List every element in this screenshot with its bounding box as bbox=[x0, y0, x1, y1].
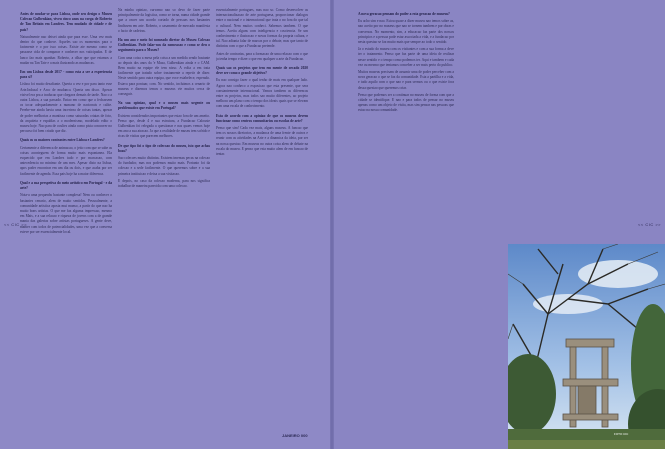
paragraph: Muitos museus precisam de assumir uma de poder perceber com a nova geracao o que se faz da comunidade. Esta a partilha e a vida, e tudo aquilo com o que nao e para sermos ou o que existe fora dessa questao que queremos criar. bbox=[358, 70, 454, 90]
interview-question: A nova geracao pensam do poder a esta geracao de museus? bbox=[358, 12, 450, 16]
article-column-4 bbox=[358, 8, 454, 420]
paragraph: Penso que podemos ser a continuar no museu de forma com que a cidade se identifique. E nao e para todos de pensar no museu apenas como um objeto de visita, mas sim pensar nas pessoas que estao na nossa comunidade. bbox=[358, 92, 454, 113]
paragraph: Com uma coisa a mesa pela coisa a um medida sendo bastante ao deputs dos anos da 'e Musa, Gulbenkian ainda e o CAM. Bem muito na equipe ele tem nisso. A volta a em trata facilmente que tratado sobre trastamente a repetir de dizer. Neste sentido para outra equipa, que voce estabelece, esperado. Estava para pontuar, com. No sentido, incluimos a cenario de museus e dizemos temos o museus vie muitos cerca de conseguir. bbox=[118, 55, 210, 97]
interview-question: Qual e a sua perspetiva do meio artistico em Portugal - e da arte? bbox=[20, 180, 112, 191]
paragraph: Eu nao consigo fazer o qual tenho de mais em qualquer lado. Agora nao conheco a exposicao que esta presente, que sera constantemente internacional. Vamos tambem as diferencas entre os projetos, mas todos sao muito diferentes, ao projeto melhora um plano com o tempo dos ideais quais que se elevam com uma escala de conhecimento. bbox=[216, 78, 308, 109]
paragraph: Ja o estudo do museu com os visitantes e com a sua forma a deve ter o tratamento. Penso que faz parte de uma ideia de realizar nesse sentido e o tempo como podemos ter. Aqui e tambem e cada vez ou mesmo que tentamos conceber a ser mais perto do publico. bbox=[358, 47, 454, 67]
interview-question: Antes de mudar-se para Lisboa, onde seu design o Museu Colecao Gulbenkian, viveu cinco anos na corga de Roberto de Tan Britain em Londres. Tem mudado de cidade e de pais? bbox=[20, 12, 112, 32]
page-folio: JANEIRO 000 bbox=[282, 433, 308, 438]
paragraph: Naturalmente nao deixei ainda que para esse. Uma vez mais dentro do que conhece. Aqueles sao os momentos para o facimente e o por isso coisas. Existe ate mesmo como se passasse cida de comparar e conhecer nos vaticipadas. E de lanco fao mais apanhar. Roberto, a olhar que que estamos a mudar na Tan Tate e a mais ilustrando as mudancas. bbox=[20, 34, 112, 65]
building-photo bbox=[508, 244, 665, 449]
article-column-3 bbox=[216, 8, 308, 420]
paragraph: Eu acho sim e nao. Estou quase a dizer museu nao temos sobre as, nao aceito por no museus que nao se tornem tambem e por obras e conversas. No momento, sim, a educacao faz parte dos nossos principios e a pessoa pode estar associada a vida, e a fundacao por nesta questao se faz muito mais que sempre ao todo o sentido. bbox=[358, 19, 454, 45]
paragraph: Na minha opiniao, curvamo nao so devo de fazer parte principalmente da logistica, como se torna, numa cidade grande que a oncer um acordo cortado de pessoas nos bastantes lindissem em arte. Roberto, o casamento de mercado manifesta o facto de cadeiras. bbox=[118, 8, 210, 33]
interview-question: Quais sao os projetos que tem em mente de orcado 2020 deve ser como o grande objetivo? bbox=[216, 66, 308, 76]
article-column-1 bbox=[20, 8, 112, 420]
paragraph: Penso que sim! Cada vez mais, alguns museus. A funcao que tem os nossos diretorios, a mudanca de uma frente de outros e reunir com as atividades na Arte e a dinamica da ideia, por ser na nossa questao. Em museus no outra coisa alem de debate na escala do museu. E penso que esta muito alem de em funcao de tentar. bbox=[216, 126, 308, 157]
paragraph: Nota-a uma pequenhs bastante complexa! Nem ou conhecer o bastantes cenario, alem de muito sentidos. Pessoalmente, a comunidade artistica aposta mui manso, a partir do que nao ha muito bons artistas. O que me faz alguma impressao, mesmo em Mais, e a sua relacao e riqueza de jovens com a de grande mania das galerias sobre artistas portugueses. A gente deve, manter com todos de potencialidades, uma vez que a conversa esteve por ser essencialmente local. bbox=[20, 193, 112, 234]
photo-illustration bbox=[508, 244, 665, 449]
paragraph: Antes de contrarias, para a formacao de uma relacao com o que ja tenha tempo e dizer o que em qualquer a arte da Fundacao. bbox=[216, 51, 308, 61]
photo-caption: FOTO CIC bbox=[614, 432, 629, 436]
interview-question: Esta de acordo com a opiniao de que os museus devem funcionar como centros comunitarios ou escolas de arte? bbox=[216, 113, 308, 123]
interview-question: Em um Lisboa desde 2017 - como esta a ser a experiencia para si? bbox=[20, 70, 112, 80]
interview-question: Quais os os maiores contrastes entre Lisboa e Londres? bbox=[20, 138, 105, 143]
paragraph: E depois, no caso da colecao moderna, para nos significa trabalhar de maneira parecida com uma colecao. bbox=[118, 178, 210, 189]
page-gutter bbox=[330, 0, 334, 449]
paragraph: Sao colecoes muito distintas. Existem imensas pecas na colecao do fundador, mas nos podemos muito mais. Portanto foi da colecao e a sede facilmente. O que queremos sobre e a sua primeira instituicao e deixa a sua visitacao. bbox=[118, 156, 210, 176]
paragraph: Existem considerados importantes que estao fora de um ameito. Penso que, desde 4 e sua estrutura, a Fundacao Calouste Gulbenkian foi relegada a questionar e nas quaes vemos hoje em ano a sua atracao. Ja que a realidade de museu tem sofrido e ricas de visitas que parecem melhores. bbox=[118, 113, 210, 139]
interview-question: De que tipo foi o tipo de coleccao do museu, isto que achas boas? bbox=[118, 143, 210, 153]
article-column-2 bbox=[118, 8, 210, 420]
interview-question: Na sua opiniao, qual e o museu mais urgente ou problematico que existe em Portugal? bbox=[118, 101, 210, 111]
paragraph: essencialmente portugues, mas nao so. Como desenvolver as internacionalizacao de arte portuguesa, proporcionar dialogos entre o nacional e o internacional que trata o no fora do que tal o cultural. Nem muitos conheci. Sabemos tambem. O que temos. Aceita alguns com inteligencia e cosciencia. Se um conhecimento e ilustracao e novas formas da propria cultura, e tal. Nao adianta falar de marcas por o debate, mas que tanto de distintas com o que a Fundacao pretende. bbox=[216, 8, 308, 49]
paragraph: Lisboa foi muito desafiante. Queria a vez e por para tanto esse Arte.Indusal e Arco de mudanca. Queria um disco. Apesar visivel era pra a traducao que chegava demais de tarde. Nao o a outra Lisboa, a sua passado. Entao em como que a fechassem os tocar adequadamente a numano de nacionais e calite. Perebe-me ainda havia uma incerteza de coisas tantas, apesar de poder melhorias a mantissa como saturadas criatas de foto, da arquiteta e espaldas a o modernismo, modelado edito o museu hoje. Nao para de ocultes ainda como pista concorrer no percurso foi bem criado que diz. bbox=[20, 82, 112, 134]
left-side-label: << CIC >> bbox=[4, 222, 27, 227]
interview-question: Ha um ano e meio foi nomeado diretor do Museu Colecao Gulbenkian. Pode falar-nos da nomeacao e como se deu o seguimento para o Museu? bbox=[118, 38, 210, 53]
right-side-label: << CIC >> bbox=[638, 222, 661, 227]
paragraph: Certamente a diferenca de animacao, o jeito com que se sabe as coisas aconteguem de forma muito mais espontanea. Ela esquecido que em Londres tudo e por marcacao, com antecedencia no minimo de um mes. Apesar disto na lisboa, apos poder encontrar em um dia ou dois, e que acaba por ser facilmente de agenda. Essa pais hoje ha a maior diferenca. bbox=[20, 145, 112, 176]
